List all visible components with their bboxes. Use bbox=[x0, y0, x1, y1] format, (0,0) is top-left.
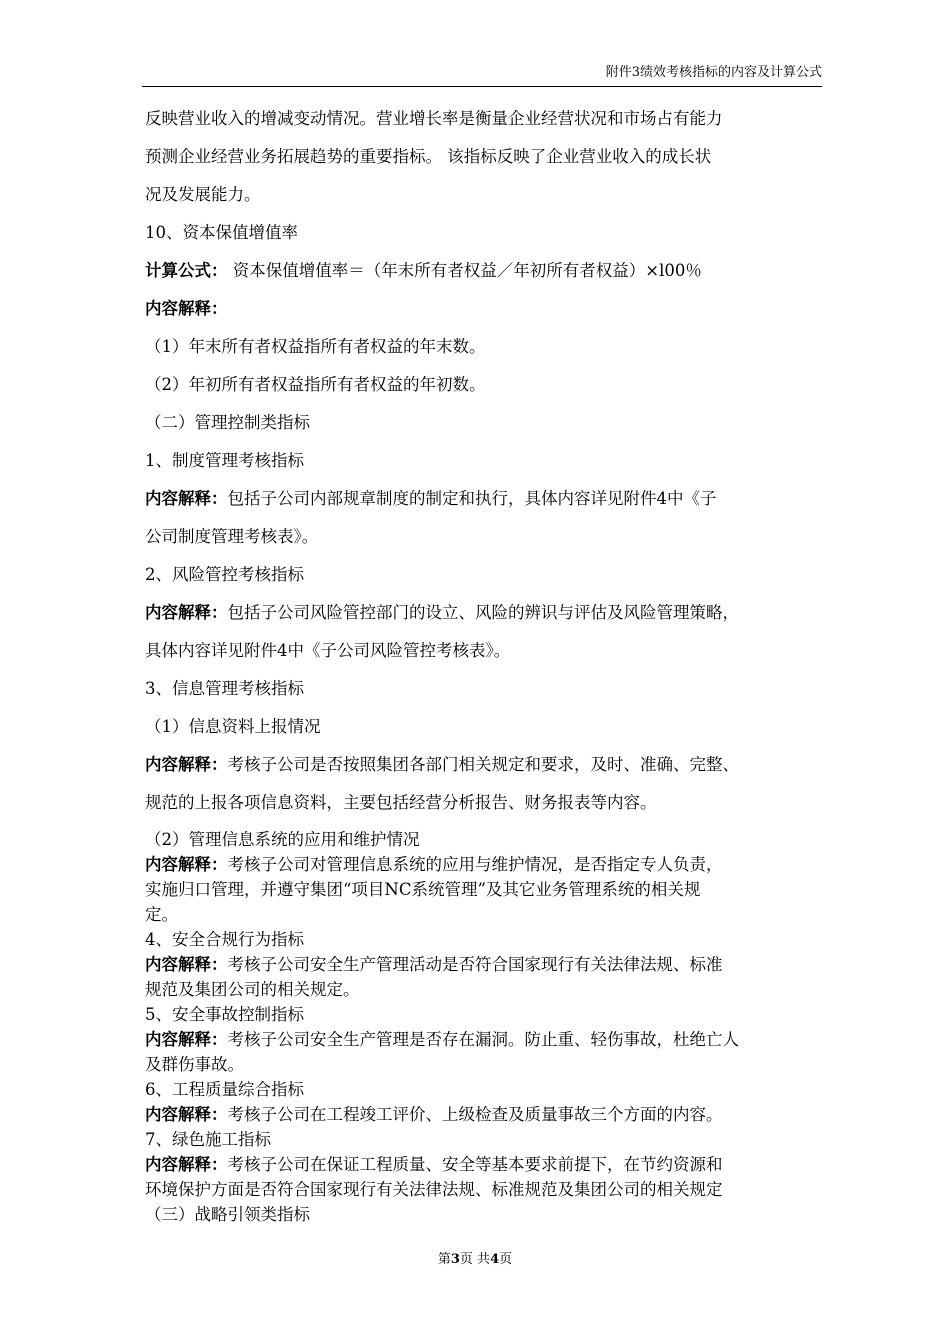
heading-item-3: 3、信息管理考核指标 bbox=[145, 679, 304, 698]
explain-label: 内容解释： bbox=[145, 755, 228, 774]
explain-label: 内容解释： bbox=[145, 489, 228, 508]
formula-line bbox=[145, 252, 825, 290]
paragraph bbox=[145, 746, 825, 784]
list-item: （1）年末所有者权益指所有者权益的年末数。 bbox=[145, 337, 486, 356]
paragraph: 预测企业经营业务拓展趋势的重要指标。 该指标反映了企业营业收入的成长状 bbox=[145, 147, 712, 166]
heading-item-4: 4、安全合规行为指标 bbox=[145, 930, 304, 949]
heading-item-7: 7、绿色施工指标 bbox=[145, 1130, 271, 1149]
explain-label: 内容解释： bbox=[145, 1105, 228, 1124]
page-header bbox=[142, 62, 822, 87]
paragraph: 具体内容详见附件4中《子公司风险管控考核表》。 bbox=[145, 641, 511, 660]
paragraph: 反映营业收入的增减变动情况。营业增长率是衡量企业经营状况和市场占有能力 bbox=[145, 109, 723, 128]
paragraph-text: 考核子公司安全生产管理活动是否符合国家现行有关法律法规、标准 bbox=[227, 955, 723, 974]
paragraph-text: 考核子公司对管理信息系统的应用与维护情况，是否指定专人负责， bbox=[227, 855, 723, 874]
heading-item-10: 10、资本保值增值率 bbox=[145, 223, 298, 242]
paragraph-text: 考核子公司在工程竣工评价、上级检查及质量事故三个方面的内容。 bbox=[227, 1105, 723, 1124]
paragraph: 及群伤事故。 bbox=[145, 1055, 244, 1074]
paragraph: 实施归口管理，并遵守集团“项目NC系统管理”及其它业务管理系统的相关规 bbox=[145, 880, 701, 899]
footer-text: 页 bbox=[499, 1252, 513, 1267]
paragraph bbox=[145, 852, 825, 877]
paragraph bbox=[145, 480, 825, 518]
paragraph-text: 考核子公司是否按照集团各部门相关规定和要求，及时、准确、完整、 bbox=[227, 755, 739, 774]
heading-item-2: 2、风险管控考核指标 bbox=[145, 565, 304, 584]
document-body bbox=[145, 100, 825, 1227]
explain-label: 内容解释： bbox=[145, 603, 228, 622]
explain-heading bbox=[145, 290, 825, 328]
paragraph-text: 包括子公司内部规章制度的制定和执行，具体内容详见附件4中《子 bbox=[227, 489, 717, 508]
explain-label: 内容解释： bbox=[145, 955, 228, 974]
paragraph-text: 包括子公司风险管控部门的设立、风险的辨识与评估及风险管理策略， bbox=[227, 603, 739, 622]
explain-label: 内容解释： bbox=[145, 855, 228, 874]
paragraph: 环境保护方面是否符合国家现行有关法律法规、标准规范及集团公司的相关规定 bbox=[145, 1180, 723, 1199]
explain-label: 内容解释： bbox=[145, 1155, 228, 1174]
page-footer bbox=[0, 1248, 950, 1267]
heading-item-6: 6、工程质量综合指标 bbox=[145, 1080, 304, 1099]
paragraph: 况及发展能力。 bbox=[145, 185, 261, 204]
explain-label: 内容解释： bbox=[145, 1030, 228, 1049]
paragraph-text: 考核子公司在保证工程质量、安全等基本要求前提下，在节约资源和 bbox=[227, 1155, 723, 1174]
heading-item-5: 5、安全事故控制指标 bbox=[145, 1005, 304, 1024]
paragraph bbox=[145, 1102, 825, 1127]
paragraph bbox=[145, 952, 825, 977]
page-number: 3 bbox=[450, 1252, 460, 1267]
formula-label: 计算公式： bbox=[145, 261, 228, 280]
total-pages: 4 bbox=[490, 1252, 500, 1267]
section-heading-2: （二）管理控制类指标 bbox=[145, 413, 310, 432]
footer-text: 页 共 bbox=[459, 1252, 491, 1267]
footer-text: 第 bbox=[437, 1252, 451, 1267]
paragraph: 规范的上报各项信息资料，主要包括经营分析报告、财务报表等内容。 bbox=[145, 793, 657, 812]
sub-heading: （2）管理信息系统的应用和维护情况 bbox=[145, 830, 420, 849]
paragraph: 定。 bbox=[145, 905, 178, 924]
sub-heading: （1）信息资料上报情况 bbox=[145, 717, 321, 736]
paragraph bbox=[145, 594, 825, 632]
paragraph bbox=[145, 1152, 825, 1177]
paragraph: 规范及集团公司的相关规定。 bbox=[145, 980, 360, 999]
explain-label: 内容解释： bbox=[145, 299, 228, 318]
section-tight bbox=[145, 827, 825, 1227]
paragraph-text: 考核子公司安全生产管理是否存在漏洞。防止重、轻伤事故，杜绝亡人 bbox=[227, 1030, 739, 1049]
heading-item-1: 1、制度管理考核指标 bbox=[145, 451, 304, 470]
list-item: （2）年初所有者权益指所有者权益的年初数。 bbox=[145, 375, 486, 394]
formula-text: 资本保值增值率＝（年末所有者权益／年初所有者权益）×l00％ bbox=[227, 261, 702, 280]
header-title: 附件3绩效考核指标的内容及计算公式 bbox=[605, 65, 822, 80]
paragraph bbox=[145, 1027, 825, 1052]
paragraph: 公司制度管理考核表》。 bbox=[145, 527, 319, 546]
section-loose bbox=[145, 100, 825, 822]
section-heading-3: （三）战略引领类指标 bbox=[145, 1205, 310, 1224]
